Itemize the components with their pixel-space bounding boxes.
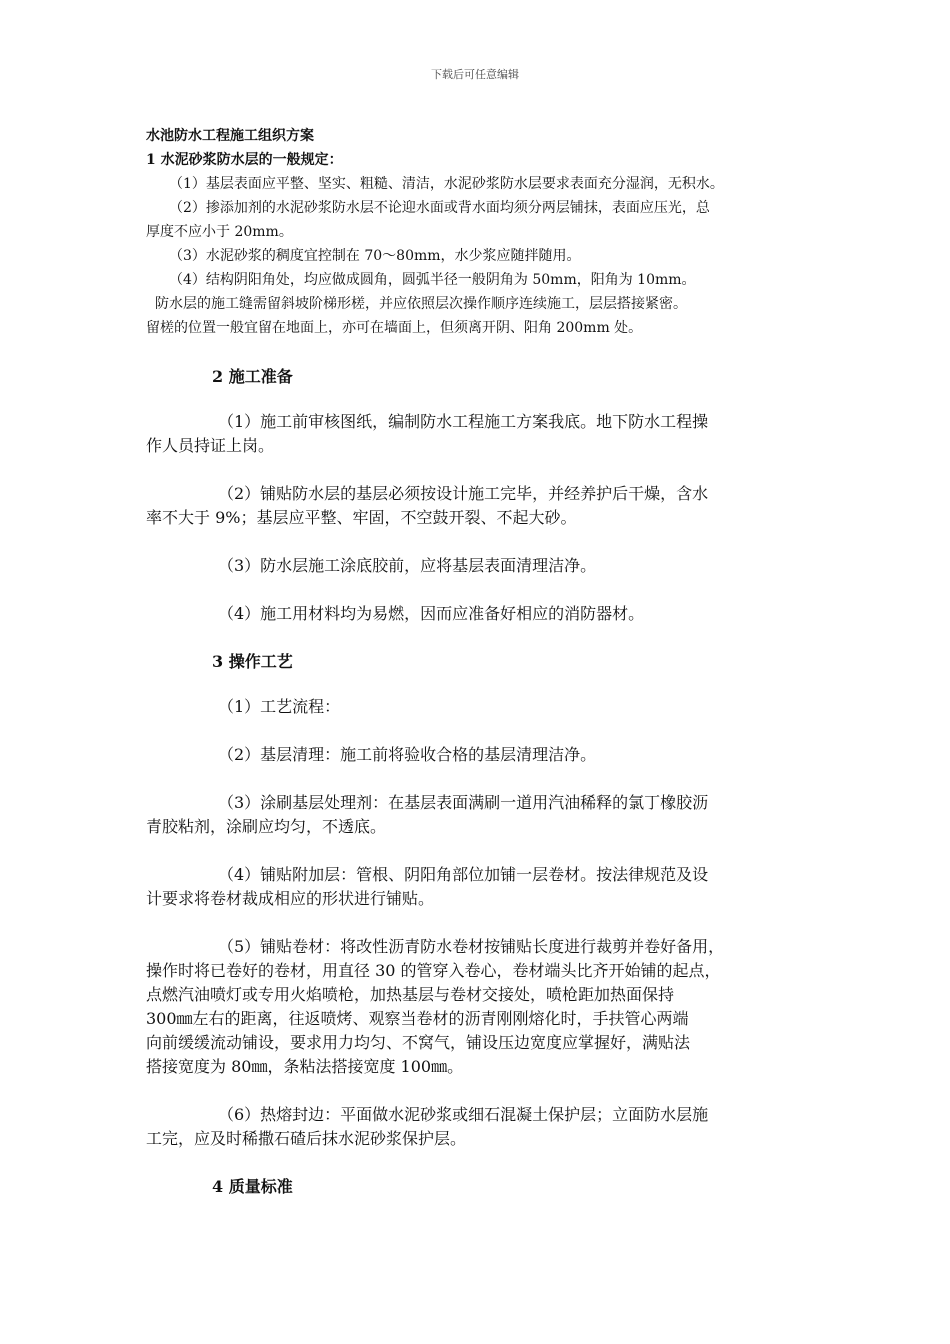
s2-para-1-line-1: （1）施工前审核图纸，编制防水工程施工方案我底。地下防水工程操 bbox=[218, 412, 709, 431]
s2-para-2-line-2: 率不大于 9%；基层应平整、牢固，不空鼓开裂、不起大砂。 bbox=[146, 508, 577, 527]
s1-line-6: 防水层的施工缝需留斜坡阶梯形槎，并应依照层次操作顺序连续施工，层层搭接紧密。 bbox=[155, 296, 687, 312]
s1-line-5: （4）结构阴阳角处，均应做成圆角，圆弧半径一般阴角为 50mm，阳角为 10mm。 bbox=[169, 272, 696, 288]
s2-para-4-line-1: （4）施工用材料均为易燃，因而应准备好相应的消防器材。 bbox=[218, 604, 645, 623]
s3-para-5 bbox=[146, 935, 826, 1079]
s1-line-1: （1）基层表面应平整、坚实、粗糙、清洁，水泥砂浆防水层要求表面充分湿润，无积水。 bbox=[169, 176, 724, 192]
document-body bbox=[146, 124, 826, 1220]
s2-para-1 bbox=[146, 410, 826, 458]
s3-para-2-line-1: （2）基层清理：施工前将验收合格的基层清理洁净。 bbox=[218, 745, 597, 764]
s3-para-5-line-4: 300㎜左右的距离，往返喷烤、观察当卷材的沥青刚刚熔化时，手扶管心两端 bbox=[146, 1009, 689, 1028]
section-2-heading: 2 施工准备 bbox=[212, 367, 293, 386]
section-1-heading: 1 水泥砂浆防水层的一般规定： bbox=[146, 152, 343, 168]
s3-para-6-line-1: （6）热熔封边：平面做水泥砂浆或细石混凝土保护层；立面防水层施 bbox=[218, 1105, 709, 1124]
s2-para-1-line-2: 作人员持证上岗。 bbox=[146, 436, 275, 455]
s2-para-3 bbox=[146, 554, 826, 578]
s3-para-4-line-2: 计要求将卷材裁成相应的形状进行铺贴。 bbox=[146, 889, 435, 908]
s3-para-3 bbox=[146, 791, 826, 839]
section-4-heading: 4 质量标准 bbox=[212, 1177, 293, 1196]
s2-para-2-line-1: （2）铺贴防水层的基层必须按设计施工完毕，并经养护后干燥，含水 bbox=[218, 484, 709, 503]
s3-para-1 bbox=[146, 695, 826, 719]
section-1 bbox=[146, 148, 826, 340]
s3-para-5-line-6: 搭接宽度为 80㎜，条粘法搭接宽度 100㎜。 bbox=[146, 1057, 464, 1076]
document-title: 水池防水工程施工组织方案 bbox=[146, 128, 314, 144]
s1-line-4: （3）水泥砂浆的稠度宜控制在 70～80mm，水少浆应随拌随用。 bbox=[169, 248, 581, 264]
s3-para-1-line-1: （1）工艺流程： bbox=[218, 697, 341, 716]
s1-line-7: 留槎的位置一般宜留在地面上，亦可在墙面上，但须离开阴、阳角 200mm 处。 bbox=[146, 320, 643, 336]
s3-para-5-line-3: 点燃汽油喷灯或专用火焰喷枪，加热基层与卷材交接处，喷枪距加热面保持 bbox=[146, 985, 675, 1004]
s2-para-4 bbox=[146, 602, 826, 626]
s3-para-6 bbox=[146, 1103, 826, 1151]
s1-line-2: （2）掺添加剂的水泥砂浆防水层不论迎水面或背水面均须分两层铺抹，表面应压光，总 bbox=[169, 200, 710, 216]
s3-para-3-line-2: 青胶粘剂，涂刷应均匀，不透底。 bbox=[146, 817, 387, 836]
s1-line-3: 厚度不应小于 20mm。 bbox=[146, 224, 293, 240]
s3-para-5-line-2: 操作时将已卷好的卷材，用直径 30 的管穿入卷心，卷材端头比齐开始铺的起点， bbox=[146, 961, 721, 980]
s3-para-4 bbox=[146, 863, 826, 911]
s2-para-2 bbox=[146, 482, 826, 530]
s3-para-6-line-2: 工完，应及时稀撒石碴后抹水泥砂浆保护层。 bbox=[146, 1129, 467, 1148]
s3-para-2 bbox=[146, 743, 826, 767]
section-3-heading: 3 操作工艺 bbox=[212, 652, 293, 671]
s3-para-5-line-1: （5）铺贴卷材：将改性沥青防水卷材按铺贴长度进行裁剪并卷好备用， bbox=[218, 937, 725, 956]
s3-para-5-line-5: 向前缓缓流动铺设，要求用力均匀、不窝气，铺设压边宽度应掌握好，满贴法 bbox=[146, 1033, 691, 1052]
s3-para-3-line-1: （3）涂刷基层处理剂：在基层表面满刷一道用汽油稀释的氯丁橡胶沥 bbox=[218, 793, 709, 812]
page-header: 下载后可任意编辑 bbox=[431, 68, 519, 81]
s2-para-3-line-1: （3）防水层施工涂底胶前，应将基层表面清理洁净。 bbox=[218, 556, 597, 575]
s3-para-4-line-1: （4）铺贴附加层：管根、阴阳角部位加铺一层卷材。按法律规范及设 bbox=[218, 865, 709, 884]
